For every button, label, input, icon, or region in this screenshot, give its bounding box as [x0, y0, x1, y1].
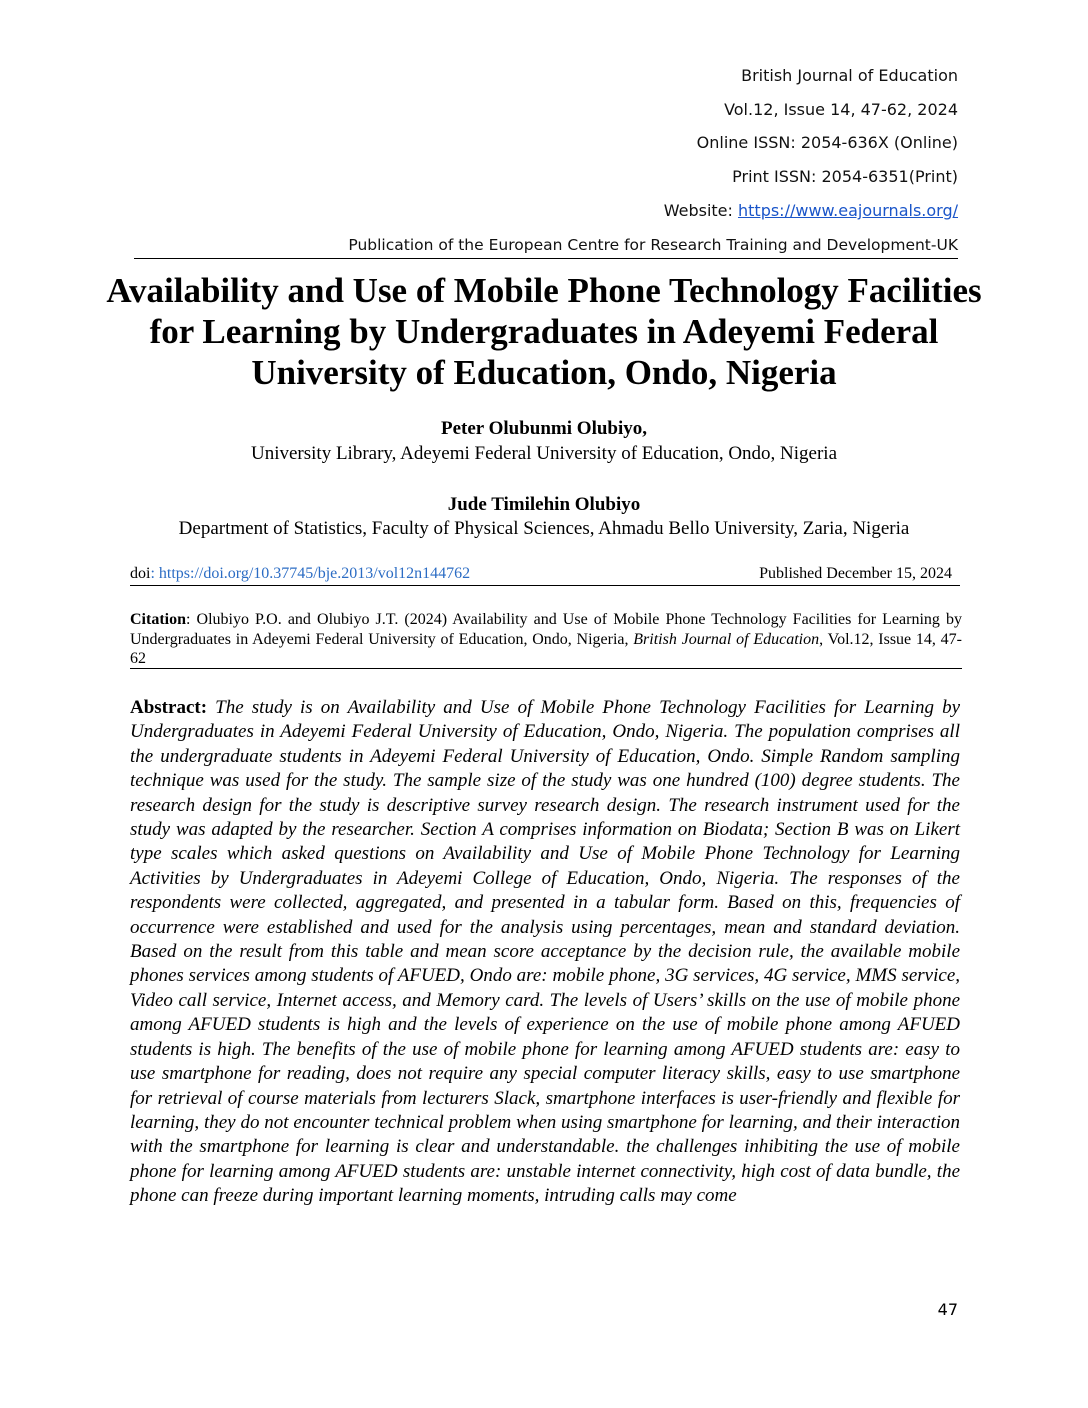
- citation: [130, 610, 962, 669]
- citation-label: Citation: [130, 611, 186, 628]
- citation-journal: British Journal of Education: [633, 630, 820, 648]
- doi-separator: :: [150, 565, 159, 582]
- doi-link[interactable]: https://doi.org/10.37745/bje.2013/vol12n144762: [158, 565, 471, 582]
- print-issn: Print ISSN: 2054-6351(Print): [732, 167, 958, 186]
- abstract-label: Abstract:: [130, 697, 208, 718]
- page-number: 47: [937, 1300, 958, 1319]
- paper-title: Availability and Use of Mobile Phone Technology Facilities for Learning by Undergraduates in Adeyemi Federal University of Education, Ondo, Nigeria: [106, 271, 982, 392]
- publication-line: [134, 236, 958, 259]
- journal-volume: Vol.12, Issue 14, 47-62, 2024: [724, 100, 958, 119]
- website-label: Website:: [663, 201, 738, 220]
- website-link[interactable]: https://www.eajournals.org/: [738, 201, 958, 220]
- doi-row: [130, 565, 960, 586]
- publication-text: Publication of the European Centre for Research Training and Development-UK: [348, 236, 958, 254]
- published-date: Published December 15, 2024: [759, 565, 952, 582]
- author-1-affiliation: University Library, Adeyemi Federal University of Education, Ondo, Nigeria: [250, 443, 838, 464]
- online-issn: Online ISSN: 2054-636X (Online): [696, 133, 958, 152]
- doi-label: doi: [130, 565, 151, 582]
- doi: [130, 565, 470, 583]
- abstract: [130, 696, 960, 1209]
- citation-tail: , Vol.12, Issue 14, 47-62: [130, 630, 962, 667]
- website-line: [664, 201, 958, 220]
- journal-name: British Journal of Education: [741, 66, 958, 85]
- citation-text: : Olubiyo P.O. and Olubiyo J.T. (2024) Availability and Use of Mobile Phone Technology Facilities for Learning by Undergraduates in Adeyemi Federal University of Education, Ondo, Nigeria,: [130, 611, 962, 648]
- citation-divider: [130, 668, 962, 669]
- author-2-name: Jude Timilehin Olubiyo: [447, 494, 641, 515]
- author-2-affiliation: Department of Statistics, Faculty of Physical Sciences, Ahmadu Bello University, Zaria, Nigeria: [178, 518, 910, 539]
- abstract-text: The study is on Availability and Use of Mobile Phone Technology Facilities for Learning by Undergraduates in Adeyemi Federal University of Education, Ondo, Nigeria. The population comprises all the undergraduate students in Adeyemi Federal University of Education, Ondo. Simple Random sampling technique was used for the study. The sample size of the study was one hundred (100) degree students. The research design for the study is descriptive survey research design. The research instrument used for the study was adapted by the researcher. Section A comprises information on Biodata; Section B was on Likert type scales which asked questions on Availability and Use of Mobile Phone Technology for Learning Activities by Undergraduates in Adeyemi College of Education, Ondo, Nigeria. The responses of the respondents were collected, aggregated, and presented in a tabular form. Based on this, frequencies of occurrence were established and used for the analysis using percentages, mean and standard deviation. Based on the result from this table and mean score acceptance by the decision rule, the available mobile phones services among students of AFUED, Ondo are: mobile phone, 3G services, 4G service, MMS service, Video call service, Internet access, and Memory card. The levels of Users’ skills on the use of mobile phone among AFUED students is high and the levels of experience on the use of mobile phone among AFUED students is high. The benefits of the use of mobile phone for learning among AFUED students are: easy to use smartphone for reading, does not require any special computer literacy skills, easy to use smartphone for retrieval of course materials from lecturers Slack, smartphone interfaces is user-friendly and flexible for learning, they do not encounter technical problem when using smartphone for learning, and their interaction with the smartphone for learning is clear and understandable. the challenges inhibiting the use of mobile phone for learning among AFUED students are: unstable internet connectivity, high cost of data bundle, the phone can freeze during important learning moments, intruding calls may come: [130, 697, 961, 1207]
- author-1-name: Peter Olubunmi Olubiyo,: [440, 418, 648, 439]
